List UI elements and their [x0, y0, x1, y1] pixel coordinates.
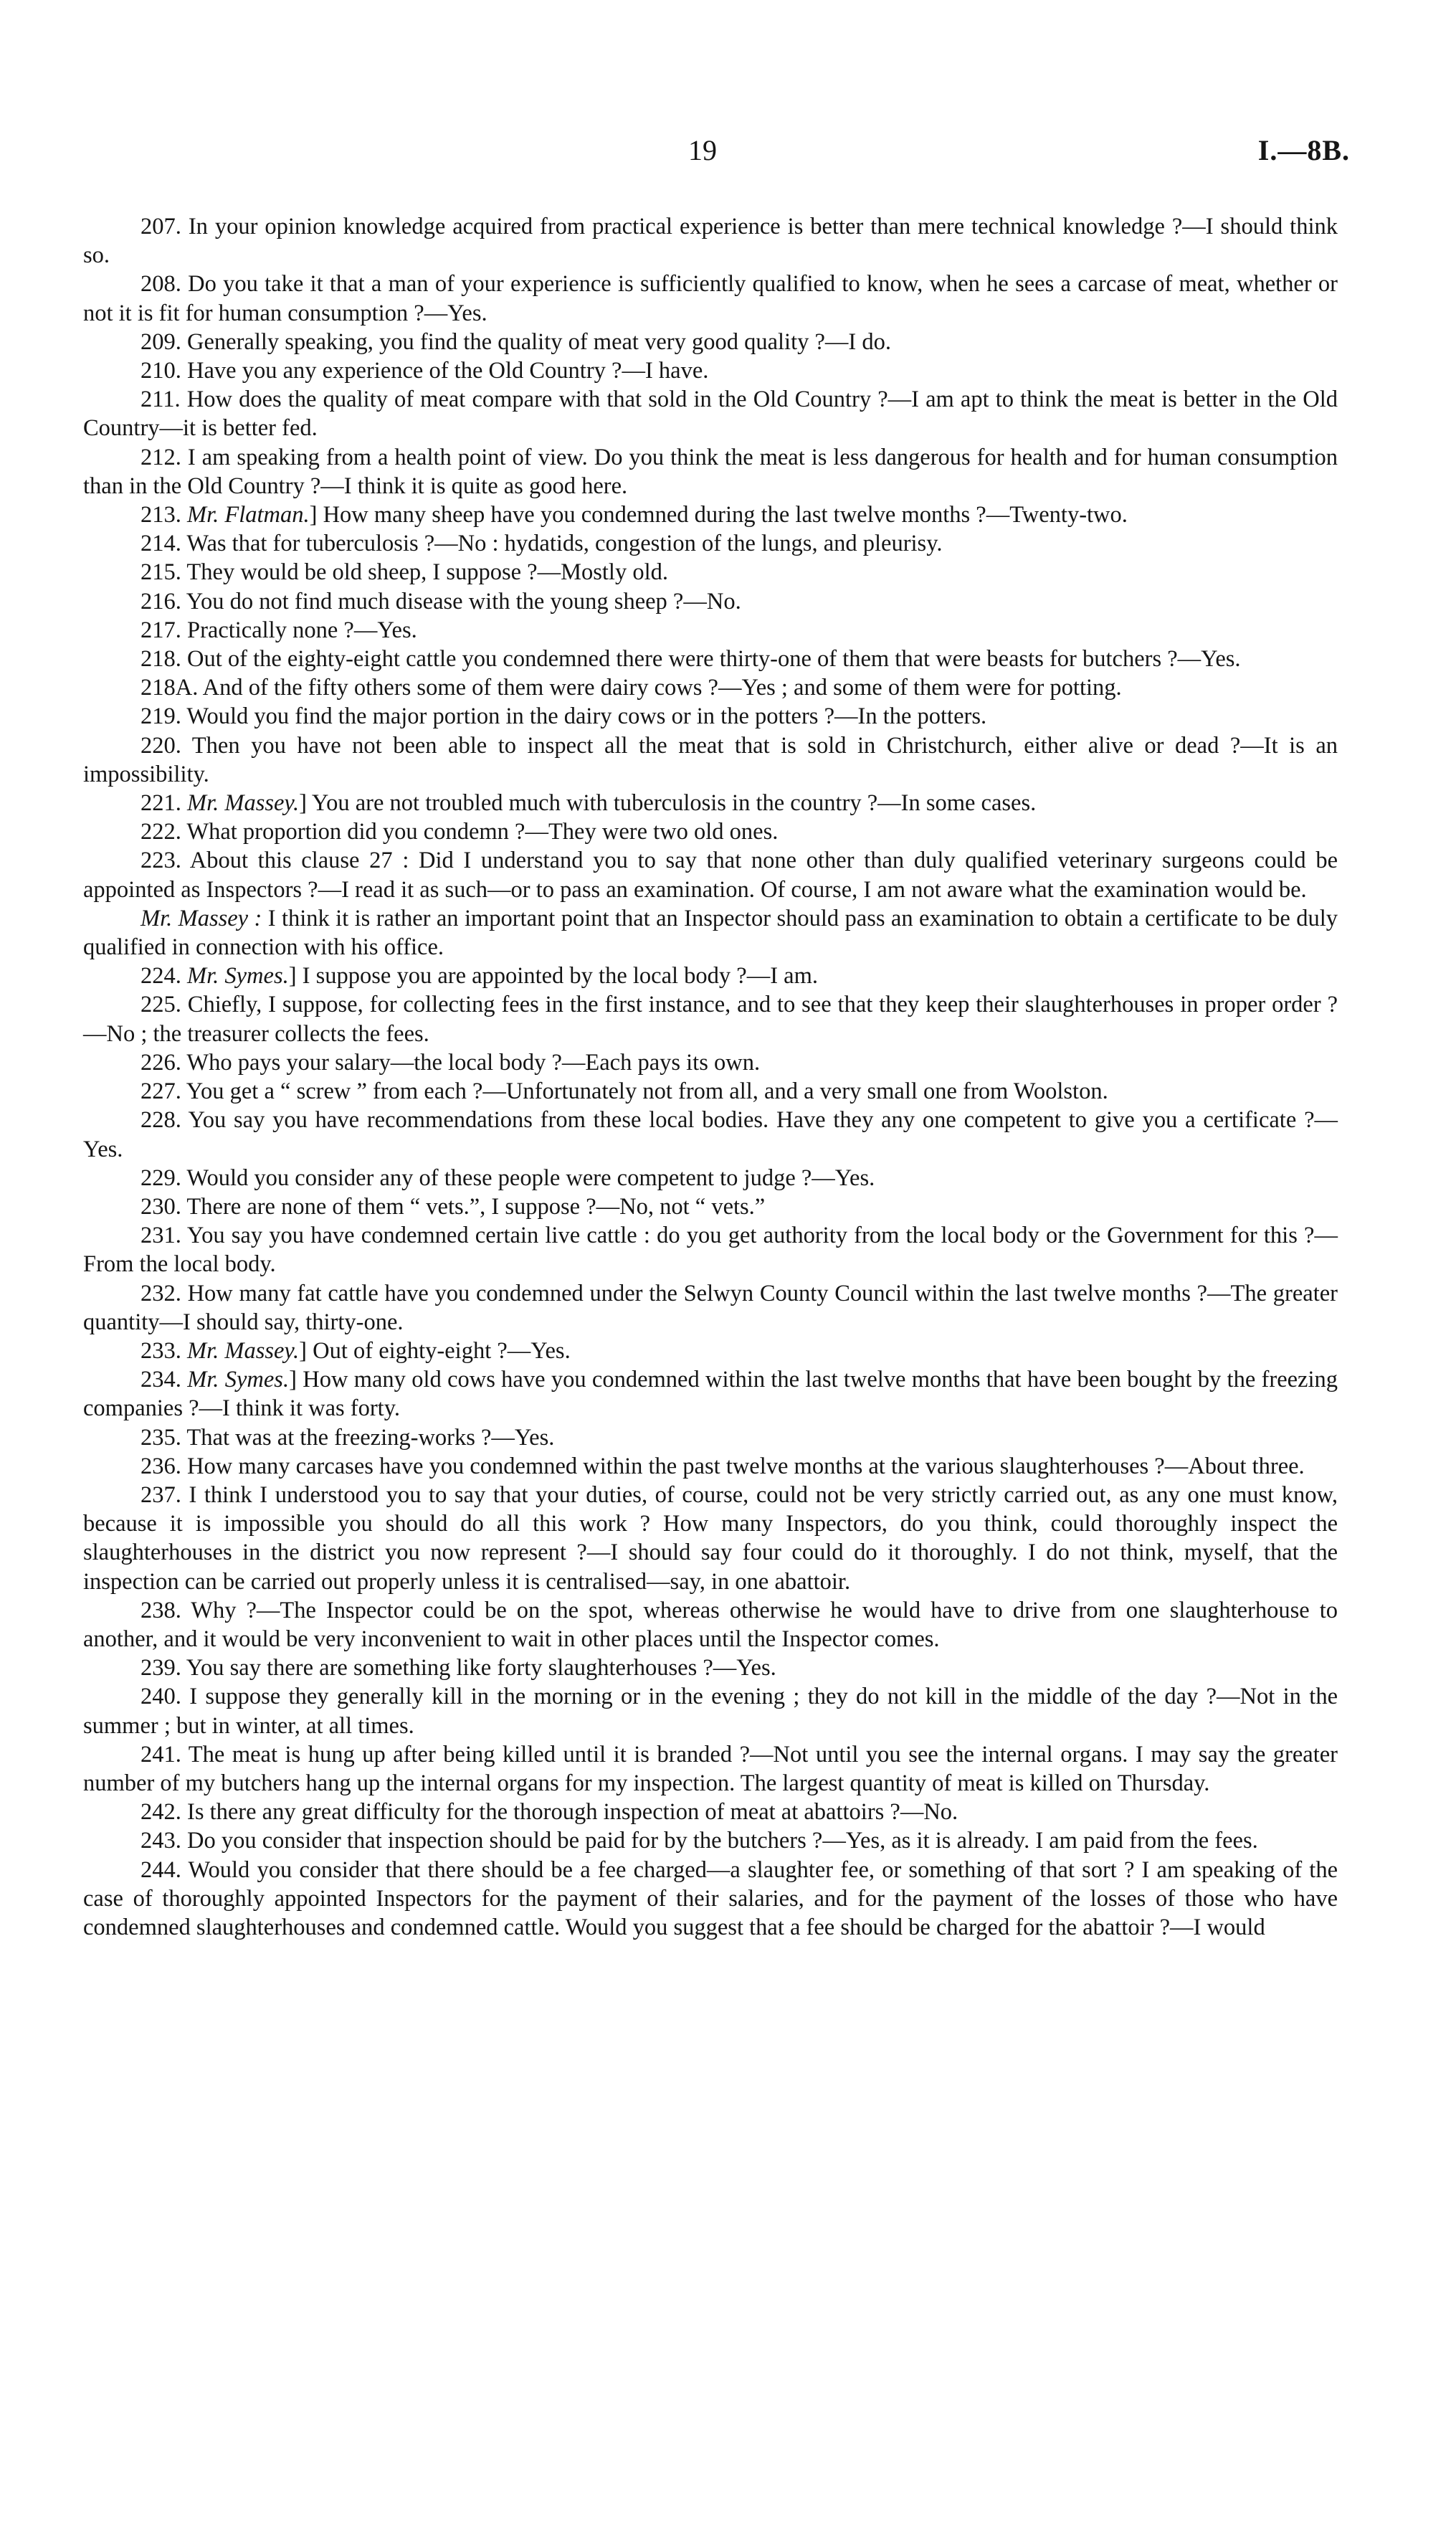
evidence-paragraph — [83, 1192, 1338, 1221]
evidence-paragraph — [83, 1452, 1338, 1481]
evidence-paragraph — [83, 1106, 1338, 1163]
evidence-paragraph — [83, 356, 1338, 385]
evidence-paragraph — [83, 443, 1338, 500]
evidence-paragraph — [83, 587, 1338, 616]
paragraph-text: 243. Do you consider that inspection should be paid for by the butchers ?—Yes, as it is already. I am paid from the fees. — [141, 1828, 1258, 1854]
paragraph-text: ] How many sheep have you condemned during the last twelve months ?—Twenty-two. — [309, 502, 1128, 528]
paragraph-text: 216. You do not find much disease with the young sheep ?—No. — [141, 588, 741, 615]
paragraph-text: 222. What proportion did you condemn ?—They were two old ones. — [141, 819, 779, 845]
paragraph-text: 244. Would you consider that there should be a fee charged—a slaughter fee, or something of that sort ? I am speaking of the case of thoroughly appointed Inspectors for the payment of their salaries, and for the payment of the losses of those who have condemned slaughterhouses and condemned cattle. Would you suggest that a fee should be charged for the abattoir ?—I would — [83, 1856, 1338, 1940]
paragraph-text: I think it is rather an important point that an Inspector should pass an examination to obtain a certificate to be duly qualified in connection with his office. — [83, 905, 1338, 961]
evidence-paragraph — [83, 500, 1338, 529]
paragraph-text: ] How many old cows have you condemned within the last twelve months that have been bought by the freezing companies ?—I think it was forty. — [83, 1367, 1338, 1422]
paragraph-text: 239. You say there are something like forty slaughterhouses ?—Yes. — [141, 1655, 776, 1681]
evidence-paragraph — [83, 1365, 1338, 1423]
evidence-paragraph — [83, 1654, 1338, 1682]
paragraph-text: 238. Why ?—The Inspector could be on the spot, whereas otherwise he would have to drive from one slaughterhouse to another, and it would be very inconvenient to wait in other places until the Inspector comes. — [83, 1597, 1338, 1652]
paragraph-text: 236. How many carcases have you condemned within the past twelve months at the various slaughterhouses ?—About three. — [141, 1453, 1305, 1479]
paragraph-text: 226. Who pays your salary—the local body ?—Each pays its own. — [141, 1049, 761, 1076]
page-number: 19 — [688, 134, 717, 166]
evidence-paragraph — [83, 846, 1338, 903]
evidence-paragraph — [83, 1682, 1338, 1740]
speaker-name: Mr. Symes. — [187, 963, 289, 990]
speaker-name: Mr. Flatman. — [187, 502, 310, 528]
evidence-paragraph — [83, 385, 1338, 442]
evidence-paragraph — [83, 558, 1338, 587]
paragraph-text: 217. Practically none ?—Yes. — [141, 617, 417, 643]
evidence-paragraph — [83, 1826, 1338, 1855]
paper-reference: I.—8B. — [1257, 134, 1350, 166]
paragraph-text: ] Out of eighty-eight ?—Yes. — [299, 1337, 571, 1364]
paragraph-text: 240. I suppose they generally kill in the morning or in the evening ; they do not kill in the middle of the day ?—Not in the summer ; but in winter, at all times. — [83, 1684, 1338, 1739]
evidence-paragraph — [83, 990, 1338, 1048]
speaker-name: Mr. Massey. — [187, 790, 300, 817]
paragraph-text: 232. How many fat cattle have you condemned under the Selwyn County Council within the last twelve months ?—The greater quantity—I should say, thirty-one. — [83, 1280, 1338, 1335]
paragraph-text: ] You are not troubled much with tuberculosis in the country ?—In some cases. — [299, 790, 1037, 817]
evidence-paragraph — [83, 962, 1338, 990]
paragraph-text: 211. How does the quality of meat compare with that sold in the Old Country ?—I am apt to think the meat is better in the Old Country—it is better fed. — [83, 386, 1338, 442]
paragraph-text: 231. You say you have condemned certain live cattle : do you get authority from the local body or the Government for this ?—From the local body. — [83, 1223, 1338, 1278]
evidence-paragraph — [83, 817, 1338, 846]
evidence-paragraph — [83, 904, 1338, 962]
paragraph-text: 215. They would be old sheep, I suppose ?—Mostly old. — [141, 559, 668, 586]
evidence-paragraph — [83, 702, 1338, 731]
question-number: 233. — [141, 1337, 187, 1364]
paragraph-text: 237. I think I understood you to say that your duties, of course, could not be very strictly carried out, as any one must know, because it is impossible you should do all this work ? How many Inspectors, do you think, could thoroughly inspect the slaughterhouses in the district you now represent ?—I should say four could do it thoroughly. I do not think, myself, that the inspection can be carried out properly unless it is centralised—say, in one abattoir. — [83, 1481, 1338, 1595]
paragraph-text: 219. Would you find the major portion in the dairy cows or in the potters ?—In the potters. — [141, 703, 987, 730]
paragraph-text: 229. Would you consider any of these people were competent to judge ?—Yes. — [141, 1164, 875, 1191]
question-number: 213. — [141, 502, 187, 528]
evidence-paragraph — [83, 270, 1338, 327]
paragraph-text: 208. Do you take it that a man of your experience is sufficiently qualified to know, when he sees a carcase of meat, whether or not it is fit for human consumption ?—Yes. — [83, 271, 1338, 326]
evidence-paragraph — [83, 673, 1338, 702]
evidence-paragraph — [83, 1077, 1338, 1106]
evidence-paragraph — [83, 731, 1338, 789]
evidence-paragraph — [83, 1596, 1338, 1654]
speaker-name: Mr. Symes. — [187, 1367, 290, 1393]
evidence-paragraph — [83, 1221, 1338, 1278]
evidence-paragraph — [83, 1740, 1338, 1798]
evidence-paragraph — [83, 1423, 1338, 1452]
evidence-paragraph — [83, 1798, 1338, 1826]
paragraph-text: 230. There are none of them “ vets.”, I suppose ?—No, not “ vets.” — [141, 1193, 766, 1220]
paragraph-text: 227. You get a “ screw ” from each ?—Unfortunately not from all, and a very small one from Woolston. — [141, 1078, 1108, 1105]
paragraph-text: 218. Out of the eighty-eight cattle you condemned there were thirty-one of them that were beasts for butchers ?—Yes. — [141, 646, 1241, 673]
paragraph-text: 223. About this clause 27 : Did I understand you to say that none other than duly qualified veterinary surgeons could be appointed as Inspectors ?—I read it as such—or to pass an examination. Of course, I am not aware what the examination would be. — [83, 848, 1338, 903]
paragraph-text: 228. You say you have recommendations from these local bodies. Have they any one competent to give you a certificate ?—Yes. — [83, 1107, 1338, 1162]
evidence-paragraph — [83, 1856, 1338, 1942]
paragraph-text: 241. The meat is hung up after being killed until it is branded ?—Not until you see the internal organs. I may say the greater number of my butchers hang up the internal organs for my inspection. The largest quantity of meat is killed on Thursday. — [83, 1741, 1338, 1796]
speaker-name: Mr. Massey : — [141, 905, 262, 931]
paragraph-text: 235. That was at the freezing-works ?—Yes. — [141, 1424, 555, 1451]
evidence-paragraph — [83, 789, 1338, 817]
evidence-paragraph — [83, 1164, 1338, 1192]
evidence-paragraph — [83, 212, 1338, 270]
evidence-paragraph — [83, 616, 1338, 645]
question-number: 221. — [141, 790, 187, 817]
question-number: 234. — [141, 1367, 188, 1393]
paragraph-text: 207. In your opinion knowledge acquired from practical experience is better than mere technical knowledge ?—I should think so. — [83, 214, 1338, 269]
evidence-paragraph — [83, 328, 1338, 356]
evidence-paragraph — [83, 645, 1338, 673]
paragraph-text: 209. Generally speaking, you find the quality of meat very good quality ?—I do. — [141, 328, 891, 355]
paragraph-text: 242. Is there any great difficulty for the thorough inspection of meat at abattoirs ?—No. — [141, 1799, 958, 1826]
evidence-paragraph — [83, 1337, 1338, 1365]
paragraph-text: 214. Was that for tuberculosis ?—No : hydatids, congestion of the lungs, and pleurisy. — [141, 531, 943, 557]
paragraph-text: 225. Chiefly, I suppose, for collecting fees in the first instance, and to see that they keep their slaughterhouses in proper order ?—No ; the treasurer collects the fees. — [83, 992, 1338, 1047]
paragraph-text: 218A. And of the fifty others some of them were dairy cows ?—Yes ; and some of them were for potting. — [141, 675, 1122, 701]
question-number: 224. — [141, 963, 187, 990]
evidence-paragraph — [83, 529, 1338, 558]
paragraph-text: 210. Have you any experience of the Old Country ?—I have. — [141, 358, 709, 384]
paragraph-text: 220. Then you have not been able to inspect all the meat that is sold in Christchurch, either alive or dead ?—It is an impossibility. — [83, 732, 1338, 787]
evidence-text — [83, 212, 1338, 1942]
evidence-paragraph — [83, 1048, 1338, 1077]
evidence-paragraph — [83, 1481, 1338, 1596]
speaker-name: Mr. Massey. — [187, 1337, 300, 1364]
evidence-paragraph — [83, 1279, 1338, 1337]
paragraph-text: ] I suppose you are appointed by the local body ?—I am. — [288, 963, 818, 990]
paragraph-text: 212. I am speaking from a health point of view. Do you think the meat is less dangerous for health and for human consumption than in the Old Country ?—I think it is quite as good here. — [83, 444, 1338, 499]
